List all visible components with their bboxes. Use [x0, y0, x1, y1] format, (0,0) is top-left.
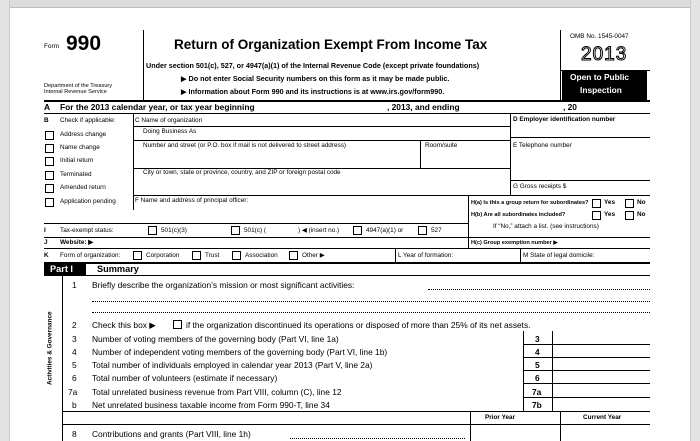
website-label: Website: ▶ [60, 239, 94, 246]
divider-prior-current [560, 411, 561, 441]
amended-return-label: Amended return [60, 184, 106, 191]
street-label: Number and street (or P.O. box if mail is not delivered to street address) [143, 142, 347, 149]
rule-dba [133, 140, 510, 141]
hc-label: H(c) Group exemption number ▶ [471, 240, 558, 246]
line8-num: 8 [72, 429, 77, 439]
open-public-line1: Open to Public [570, 72, 630, 82]
ein-label: D Employer identification number [513, 116, 616, 123]
ha-yes-checkbox[interactable] [592, 199, 601, 208]
form-label: Form [44, 43, 59, 50]
rule-col-header [62, 424, 650, 425]
corporation-checkbox[interactable] [133, 251, 142, 260]
corporation-label: Corporation [146, 252, 180, 259]
line-a-mid: , 2013, and ending [387, 102, 460, 112]
line-j-letter: J [44, 239, 48, 246]
year-formation-label: L Year of formation: [398, 252, 454, 259]
line6-num: 6 [72, 373, 77, 383]
header-divider-left [143, 30, 144, 100]
terminated-label: Terminated [60, 171, 92, 178]
rule-line6 [523, 383, 650, 384]
dept-line1: Department of the Treasury [44, 83, 113, 89]
room-label: Room/suite [425, 142, 458, 149]
rule-line7b [62, 411, 650, 412]
rule-line-k-top [44, 248, 650, 249]
other-org-checkbox[interactable] [289, 251, 298, 260]
initial-return-checkbox[interactable] [45, 157, 54, 166]
ha-label: H(a) Is this a group return for subordinates? [471, 200, 589, 206]
rule-ein [510, 137, 650, 138]
header-divider-right [560, 30, 561, 100]
amount-box-left [523, 331, 524, 411]
notice-info: ▶ Information about Form 990 and its instructions is at www.irs.gov/form990. [181, 87, 445, 96]
initial-return-label: Initial return [60, 157, 94, 164]
line7b-text: Net unrelated business taxable income from Form 990-T, line 34 [92, 400, 330, 410]
tax-year: 2013 [581, 44, 628, 65]
line7a-box: 7a [532, 387, 542, 397]
line5-num: 5 [72, 360, 77, 370]
dept-line2: Internal Revenue Service [44, 89, 107, 95]
viewer-top-edge [0, 0, 700, 8]
line8-text: Contributions and grants (Part VIII, line 1h) [92, 429, 251, 439]
name-change-label: Name change [60, 144, 100, 151]
line4-text: Number of independent voting members of the governing body (Part VI, line 1b) [92, 347, 388, 357]
city-label: City or town, state or province, country, and ZIP or foreign postal code [143, 169, 341, 176]
line-b-letter: B [44, 117, 49, 124]
line3-box: 3 [535, 334, 540, 344]
address-change-label: Address change [60, 131, 107, 138]
line-i-label: Tax-exempt status: [60, 227, 114, 234]
org-name-label: C Name of organization [135, 117, 203, 124]
line7b-num: b [72, 400, 77, 410]
line1-text: Briefly describe the organization’s mission or most significant activities: [92, 280, 355, 290]
line2-text: Check this box ▶ [92, 320, 156, 330]
gross-receipts-label: G Gross receipts $ [513, 183, 567, 190]
amended-return-checkbox[interactable] [45, 184, 54, 193]
line3-text: Number of voting members of the governing body (Part VI, line 1a) [92, 334, 339, 344]
association-label: Association [245, 252, 278, 259]
trust-label: Trust [205, 252, 220, 259]
line3-num: 3 [72, 334, 77, 344]
rule-line3 [523, 344, 650, 345]
line7a-num: 7a [68, 387, 78, 397]
notice-ssn: ▶ Do not enter Social Security numbers on this form as it may be made public. [181, 74, 450, 83]
line4-box: 4 [535, 347, 540, 357]
telephone-label: E Telephone number [513, 142, 572, 149]
trust-checkbox[interactable] [192, 251, 201, 260]
principal-officer-label: F Name and address of principal officer: [135, 197, 249, 204]
status-501c3-label: 501(c)(3) [161, 227, 187, 234]
hb-yes-label: Yes [604, 211, 616, 218]
viewer-right-edge [690, 0, 700, 441]
status-501c3-checkbox[interactable] [148, 226, 157, 235]
address-change-checkbox[interactable] [45, 131, 54, 140]
rule-line-i-top [44, 223, 468, 224]
other-org-label: Other ▶ [302, 252, 325, 259]
rule-line-a-bottom [44, 113, 650, 114]
terminated-checkbox[interactable] [45, 171, 54, 180]
status-527-label: 527 [431, 227, 442, 234]
line5-box: 5 [535, 360, 540, 370]
dba-label: Doing Business As [143, 128, 197, 135]
line1-num: 1 [72, 280, 77, 290]
rule-line7a [523, 397, 650, 398]
divider-c-d [510, 113, 511, 195]
form-number: 990 [66, 32, 102, 55]
status-501c-label: 501(c) ( [244, 227, 267, 234]
line8-fill [290, 438, 465, 439]
hb-yes-checkbox[interactable] [592, 211, 601, 220]
line-i-letter: I [44, 227, 46, 234]
part1-title: Summary [97, 264, 139, 274]
status-501c-insert: ) ◀ (insert no.) [298, 227, 340, 234]
status-4947-label: 4947(a)(1) or [366, 227, 404, 234]
legal-domicile-label: M State of legal domicile: [523, 252, 595, 259]
line4-num: 4 [72, 347, 77, 357]
line-a-letter: A [44, 102, 51, 112]
application-pending-label: Application pending [60, 198, 116, 205]
divider-prior-left [470, 411, 471, 441]
line-k-label: Form of organization: [60, 252, 121, 259]
hb-no-checkbox[interactable] [625, 211, 634, 220]
hb-note: If “No,” attach a list. (see instructions) [493, 223, 599, 230]
line7a-text: Total unrelated business revenue from Part VIII, column (C), line 12 [92, 387, 342, 397]
divider-l-m [520, 248, 521, 262]
rule-line5 [523, 370, 650, 371]
side-divider [62, 275, 63, 441]
col-current-year: Current Year [583, 414, 622, 421]
line-a-end: , 20 [563, 102, 577, 112]
rule-org-name [133, 126, 510, 127]
divider-room [420, 140, 421, 168]
line-b-label: Check if applicable: [60, 117, 116, 124]
line2-text-rest: if the organization discontinued its operations or disposed of more than 25% of its net assets. [186, 320, 531, 330]
open-public-line2: Inspection [580, 85, 622, 95]
rule-city [133, 195, 650, 196]
rule-part1-bottom [44, 275, 650, 276]
name-change-checkbox[interactable] [45, 144, 54, 153]
rule-telephone [510, 180, 650, 181]
line6-text: Total number of volunteers (estimate if necessary) [92, 373, 278, 383]
line7b-box: 7b [532, 400, 542, 410]
status-527-checkbox[interactable] [418, 226, 427, 235]
omb-number: OMB No. 1545-0047 [570, 33, 629, 40]
ha-yes-label: Yes [604, 199, 616, 206]
part1-tag: Part I [50, 264, 73, 274]
rule-line4 [523, 357, 650, 358]
application-pending-checkbox[interactable] [45, 198, 54, 207]
viewer-left-edge [0, 0, 10, 441]
header-divider-year [560, 70, 650, 71]
side-label-activities: Activities & Governance [46, 311, 54, 385]
status-501c-checkbox[interactable] [231, 226, 240, 235]
hb-no-label: No [637, 211, 646, 218]
divider-f-h [468, 195, 469, 248]
association-checkbox[interactable] [232, 251, 241, 260]
ha-no-label: No [637, 199, 646, 206]
discontinued-checkbox[interactable] [173, 320, 182, 329]
line6-box: 6 [535, 373, 540, 383]
status-4947-checkbox[interactable] [353, 226, 362, 235]
line-a-text: For the 2013 calendar year, or tax year beginning [60, 102, 255, 112]
amount-box-right [552, 331, 553, 411]
divider-k-l [395, 248, 396, 262]
line2-num: 2 [72, 320, 77, 330]
col-prior-year: Prior Year [485, 414, 516, 421]
form-subtitle: Under section 501(c), 527, or 4947(a)(1) of the Internal Revenue Code (except private foundations) [146, 61, 480, 70]
form-title: Return of Organization Exempt From Income Tax [174, 37, 488, 52]
line5-text: Total number of individuals employed in calendar year 2013 (Part V, line 2a) [92, 360, 373, 370]
line-k-letter: K [44, 252, 49, 259]
ha-no-checkbox[interactable] [625, 199, 634, 208]
hb-label: H(b) Are all subordinates included? [471, 212, 566, 218]
